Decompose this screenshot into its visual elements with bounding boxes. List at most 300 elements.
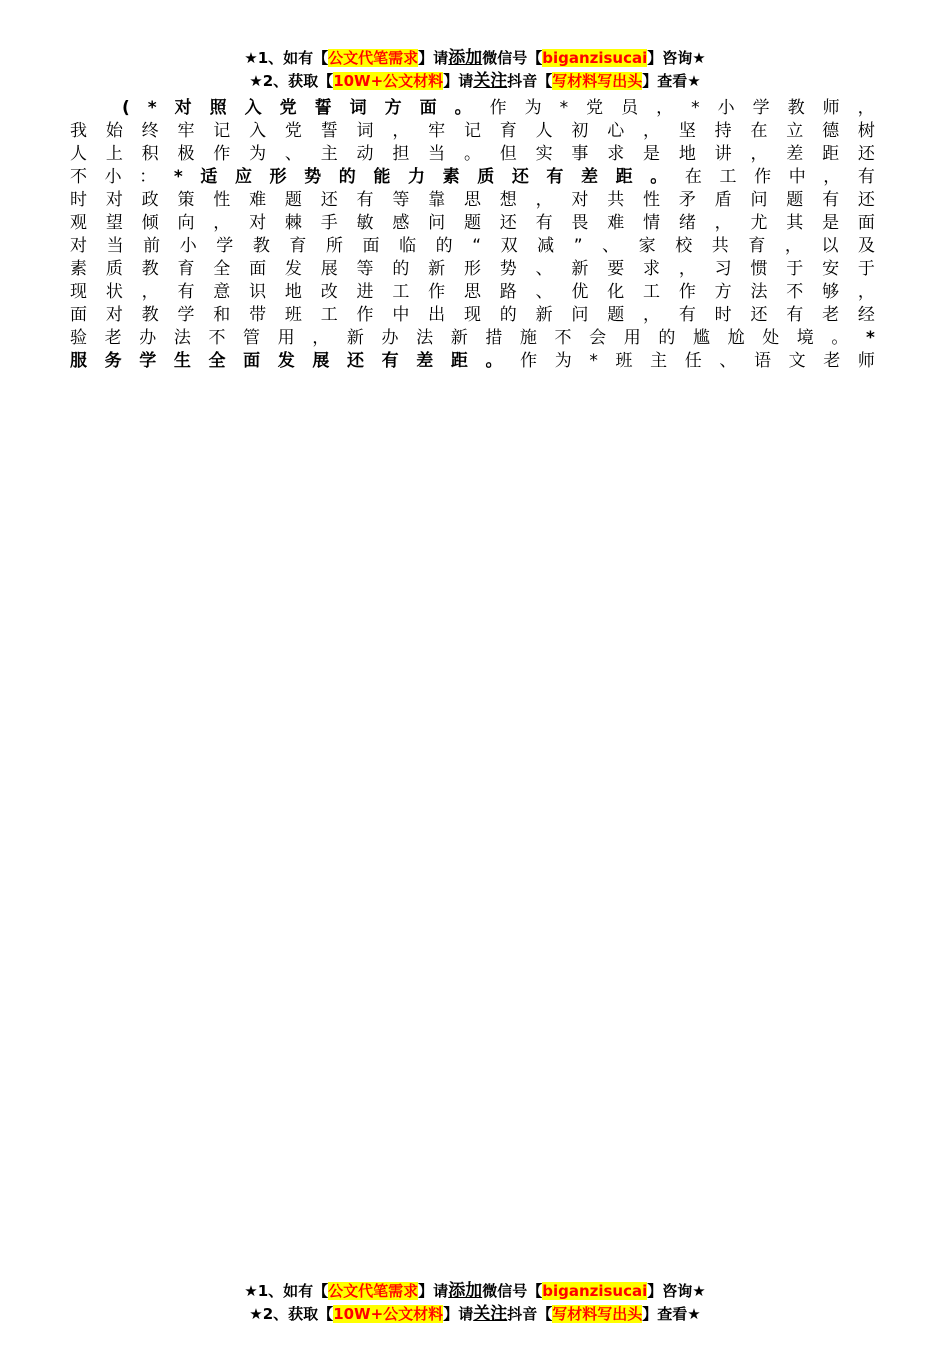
char: 双 [500, 236, 518, 256]
char: 工 [643, 282, 660, 302]
banner-line-2 [0, 1303, 950, 1326]
char: 、 [602, 236, 620, 256]
char: 绪 [678, 213, 696, 233]
bold-char: 面 [243, 351, 261, 371]
bold-char: 距 [450, 351, 468, 371]
char: 新 [450, 328, 468, 348]
char: 面 [857, 213, 875, 233]
char: 矛 [678, 190, 696, 210]
douyin-id: 写材料写出头 [552, 1305, 643, 1323]
bold-char: 还 [511, 167, 529, 187]
char: ” [573, 236, 583, 256]
char: 老 [822, 305, 840, 325]
char: 差 [786, 144, 804, 164]
char: 德 [822, 121, 840, 141]
char: 实 [535, 144, 553, 164]
text-line [70, 166, 875, 189]
char: 新 [428, 259, 446, 279]
banner-text: ★1、如有【 [244, 1282, 329, 1300]
bold-char: 服 [70, 351, 87, 371]
char: 持 [714, 121, 732, 141]
highlight-text: 公文代笔需求 [328, 1282, 419, 1300]
banner-text: 】请 [443, 1305, 474, 1323]
char: ， [392, 121, 410, 141]
char: 等 [392, 190, 410, 210]
char: 誓 [320, 121, 338, 141]
text-line [70, 350, 875, 373]
header-banner [0, 47, 950, 93]
emphasis-text: 关注 [473, 71, 508, 91]
char: 用 [277, 328, 295, 348]
char: 现 [70, 282, 87, 302]
char: 政 [141, 190, 159, 210]
char: 作 [754, 167, 772, 187]
char: 新 [571, 259, 589, 279]
bold-char: 质 [477, 167, 495, 187]
char: 望 [105, 213, 123, 233]
char: 班 [615, 351, 633, 371]
char: 倾 [141, 213, 159, 233]
footer-banner [0, 1280, 950, 1326]
bold-char: 距 [615, 167, 633, 187]
banner-text: 】查看★ [642, 72, 701, 90]
char: 减 [537, 236, 555, 256]
char: 、 [535, 259, 553, 279]
text-line [70, 258, 875, 281]
char: 性 [643, 190, 660, 210]
char: 及 [858, 236, 875, 256]
char: 处 [762, 328, 780, 348]
char: 党 [586, 98, 604, 118]
char: 的 [499, 305, 517, 325]
char: 法 [173, 328, 191, 348]
char: 是 [822, 213, 840, 233]
char: ， [750, 144, 768, 164]
char: 人 [535, 121, 553, 141]
char: 畏 [571, 213, 589, 233]
char: 出 [428, 305, 446, 325]
char: 向 [177, 213, 195, 233]
char: 始 [105, 121, 123, 141]
char: 上 [105, 144, 123, 164]
char: 不 [554, 328, 572, 348]
char: ， [141, 282, 159, 302]
text-line [70, 235, 875, 258]
char: 不 [70, 167, 87, 187]
highlight-text: 10W+公文材料 [333, 72, 444, 90]
char: ， [656, 98, 674, 118]
text-line [70, 97, 875, 120]
char: ， [678, 259, 696, 279]
char: 中 [392, 305, 410, 325]
bold-char: 。 [485, 351, 503, 371]
char: 时 [70, 190, 87, 210]
bold-char: 入 [244, 98, 262, 118]
char: 还 [857, 190, 875, 210]
banner-line-1 [0, 47, 950, 70]
char: 有 [678, 305, 696, 325]
char: 有 [535, 213, 553, 233]
char: 措 [485, 328, 503, 348]
text-line [70, 212, 875, 235]
char: 学 [752, 98, 770, 118]
bold-char: 差 [416, 351, 434, 371]
char: * [559, 98, 569, 118]
char: 词 [356, 121, 374, 141]
banner-text: ★1、如有【 [244, 49, 329, 67]
char: 面 [362, 236, 380, 256]
char: 尴 [692, 328, 710, 348]
char: ， [535, 190, 553, 210]
char: 老 [104, 328, 122, 348]
char: 极 [177, 144, 195, 164]
char: 教 [141, 259, 159, 279]
char: 中 [788, 167, 806, 187]
char: 作 [520, 351, 538, 371]
char: 育 [499, 121, 517, 141]
bold-char: 全 [208, 351, 226, 371]
char: 牢 [177, 121, 195, 141]
char: 于 [786, 259, 804, 279]
char: 不 [786, 282, 804, 302]
char: 对 [249, 213, 267, 233]
char: 。 [463, 144, 481, 164]
char: 临 [399, 236, 417, 256]
banner-text: 】咨询★ [647, 1282, 706, 1300]
char: 时 [714, 305, 732, 325]
char: ， [643, 121, 660, 141]
char: 有 [177, 282, 195, 302]
char: 讲 [714, 144, 732, 164]
char: 其 [786, 213, 804, 233]
char: 立 [786, 121, 804, 141]
char: 为 [554, 351, 572, 371]
char: 题 [284, 190, 302, 210]
char: 改 [320, 282, 338, 302]
char: 等 [356, 259, 374, 279]
banner-text: 】请 [443, 72, 474, 90]
char: 为 [524, 98, 542, 118]
char: ， [823, 167, 841, 187]
char: 方 [714, 282, 732, 302]
char: 尤 [750, 213, 768, 233]
char: 面 [70, 305, 87, 325]
char: 化 [607, 282, 625, 302]
bold-char: 。 [454, 98, 472, 118]
char: 难 [249, 190, 267, 210]
document-body [70, 97, 875, 373]
char: 形 [463, 259, 481, 279]
banner-line-2 [0, 70, 950, 93]
char: 问 [750, 190, 768, 210]
char: 状 [105, 282, 123, 302]
text-line [70, 120, 875, 143]
char: 作 [428, 282, 446, 302]
char: 师 [857, 351, 875, 371]
char: 路 [499, 282, 517, 302]
wechat-id: biganzisucai [542, 1282, 648, 1300]
banner-text: ★2、获取【 [249, 1305, 334, 1323]
char: 有 [356, 190, 374, 210]
char: 心 [607, 121, 625, 141]
char: 初 [571, 121, 589, 141]
char: 题 [463, 213, 481, 233]
char: 主 [320, 144, 338, 164]
char: 家 [638, 236, 656, 256]
char: 我 [70, 121, 87, 141]
char: * [691, 98, 700, 118]
char: 文 [788, 351, 806, 371]
banner-line-1 [0, 1280, 950, 1303]
bold-char: 方 [384, 98, 402, 118]
bold-char: 发 [277, 351, 295, 371]
char: 是 [643, 144, 660, 164]
char: 所 [325, 236, 343, 256]
char: 会 [589, 328, 607, 348]
char: 不 [208, 328, 226, 348]
bold-char: 力 [407, 167, 425, 187]
char: 安 [822, 259, 840, 279]
char: 为 [249, 144, 267, 164]
char: 还 [857, 144, 875, 164]
char: 问 [428, 213, 446, 233]
char: 思 [463, 282, 481, 302]
bold-char: 还 [347, 351, 364, 371]
bold-char: 有 [546, 167, 564, 187]
bold-char: 党 [279, 98, 297, 118]
char: 教 [141, 305, 159, 325]
char: 员 [621, 98, 639, 118]
bold-char: * [173, 167, 183, 187]
char: 境 [796, 328, 814, 348]
bold-char: 展 [312, 351, 330, 371]
char: 用 [623, 328, 641, 348]
char: 还 [499, 213, 517, 233]
char: 入 [249, 121, 267, 141]
bold-char: 素 [442, 167, 460, 187]
char: 全 [213, 259, 231, 279]
char: 坚 [678, 121, 696, 141]
char: 还 [320, 190, 338, 210]
banner-text: 】请 [418, 1282, 449, 1300]
char: 终 [141, 121, 159, 141]
char: 记 [463, 121, 481, 141]
char: 难 [607, 213, 625, 233]
char: 和 [213, 305, 231, 325]
char: 思 [463, 190, 481, 210]
bold-char: ( [122, 98, 130, 118]
text-line [70, 327, 875, 350]
char: 教 [787, 98, 805, 118]
emphasis-text: 添加 [448, 48, 483, 68]
char: 育 [289, 236, 307, 256]
char: 意 [213, 282, 231, 302]
douyin-id: 写材料写出头 [552, 72, 643, 90]
char: 地 [678, 144, 696, 164]
char: 作 [356, 305, 374, 325]
char: 校 [675, 236, 693, 256]
char: 距 [822, 144, 840, 164]
char: 题 [607, 305, 625, 325]
char: 求 [607, 144, 625, 164]
bold-char: 的 [338, 167, 356, 187]
char: 情 [643, 213, 660, 233]
char: 施 [519, 328, 537, 348]
emphasis-text: 关注 [473, 1304, 508, 1324]
char: 作 [678, 282, 696, 302]
char: ， [213, 213, 231, 233]
bold-char: 适 [200, 167, 218, 187]
char: 地 [284, 282, 302, 302]
char: 教 [252, 236, 270, 256]
bold-char: 词 [349, 98, 367, 118]
bold-char: 应 [234, 167, 252, 187]
char: 担 [392, 144, 410, 164]
char: * [589, 351, 598, 371]
char: 办 [139, 328, 157, 348]
char: 对 [105, 305, 123, 325]
char: ， [784, 236, 802, 256]
bold-char: 形 [269, 167, 287, 187]
banner-text: ★2、获取【 [249, 72, 334, 90]
char: 。 [831, 328, 849, 348]
bold-char: * [866, 328, 875, 348]
char: 在 [684, 167, 702, 187]
char: 靠 [428, 190, 446, 210]
char: 够 [822, 282, 840, 302]
char: 小 [104, 167, 122, 187]
char: 感 [392, 213, 410, 233]
emphasis-text: 添加 [448, 1281, 483, 1301]
char: 工 [320, 305, 338, 325]
char: 面 [249, 259, 267, 279]
char: ， [857, 98, 875, 118]
highlight-text: 公文代笔需求 [328, 49, 419, 67]
char: 对 [571, 190, 589, 210]
char: 作 [213, 144, 231, 164]
char: 、 [719, 351, 737, 371]
char: 、 [284, 144, 302, 164]
char: 法 [750, 282, 768, 302]
char: 党 [284, 121, 302, 141]
char: 进 [356, 282, 374, 302]
wechat-id: biganzisucai [542, 49, 648, 67]
char: 以 [821, 236, 839, 256]
char: 任 [684, 351, 702, 371]
char: 发 [284, 259, 302, 279]
text-line [70, 304, 875, 327]
char: 质 [105, 259, 123, 279]
char: 工 [392, 282, 410, 302]
char: 法 [416, 328, 434, 348]
char: 但 [499, 144, 517, 164]
char: ， [714, 213, 732, 233]
char: 办 [381, 328, 399, 348]
char: 盾 [714, 190, 732, 210]
text-line [70, 281, 875, 304]
char: 学 [216, 236, 234, 256]
char: ， [312, 328, 330, 348]
char: 新 [535, 305, 553, 325]
char: 语 [754, 351, 771, 371]
char: 的 [658, 328, 676, 348]
char: 想 [499, 190, 517, 210]
char: 有 [822, 190, 840, 210]
bold-char: * [147, 98, 157, 118]
char: 展 [320, 259, 338, 279]
char: 经 [857, 305, 875, 325]
char: 现 [463, 305, 481, 325]
char: 手 [320, 213, 338, 233]
bold-char: 能 [373, 167, 391, 187]
char: 共 [711, 236, 729, 256]
bold-char: 差 [581, 167, 599, 187]
char: 、 [535, 282, 553, 302]
char: 有 [857, 167, 875, 187]
char: 师 [822, 98, 840, 118]
char: 敏 [356, 213, 374, 233]
char: 优 [571, 282, 589, 302]
bold-char: 有 [381, 351, 399, 371]
text-line [70, 143, 875, 166]
banner-text: 】请 [418, 49, 449, 67]
char: 小 [179, 236, 197, 256]
bold-char: 。 [650, 167, 668, 187]
bold-char: 面 [419, 98, 437, 118]
bold-char: 对 [174, 98, 192, 118]
char: 老 [823, 351, 841, 371]
char: 当 [106, 236, 124, 256]
banner-text: 抖音【 [507, 72, 553, 90]
char: 牢 [428, 121, 446, 141]
char: 班 [284, 305, 302, 325]
banner-text: 】咨询★ [647, 49, 706, 67]
char: 育 [177, 259, 195, 279]
char: 积 [141, 144, 159, 164]
bold-char: 誓 [314, 98, 332, 118]
char: 的 [435, 236, 453, 256]
char: 管 [243, 328, 261, 348]
char: 育 [748, 236, 766, 256]
char: 验 [70, 328, 87, 348]
char: 当 [428, 144, 446, 164]
char: 学 [177, 305, 195, 325]
char: 素 [70, 259, 87, 279]
char: 问 [571, 305, 589, 325]
char: ， [857, 282, 875, 302]
bold-char: 务 [104, 351, 122, 371]
char: 带 [249, 305, 267, 325]
char: 对 [105, 190, 123, 210]
char: 题 [786, 190, 804, 210]
char: 前 [143, 236, 161, 256]
char: 共 [607, 190, 625, 210]
char: 策 [177, 190, 195, 210]
char: 习 [714, 259, 732, 279]
char: 有 [786, 305, 804, 325]
char: 主 [650, 351, 668, 371]
highlight-text: 10W+公文材料 [333, 1305, 444, 1323]
char: 棘 [284, 213, 302, 233]
banner-text: 微信号【 [482, 1282, 543, 1300]
char: “ [472, 236, 481, 256]
char: 动 [356, 144, 374, 164]
banner-text: 】查看★ [642, 1305, 701, 1323]
char: 还 [750, 305, 768, 325]
char: 小 [717, 98, 735, 118]
bold-char: 学 [139, 351, 157, 371]
char: 惯 [750, 259, 768, 279]
